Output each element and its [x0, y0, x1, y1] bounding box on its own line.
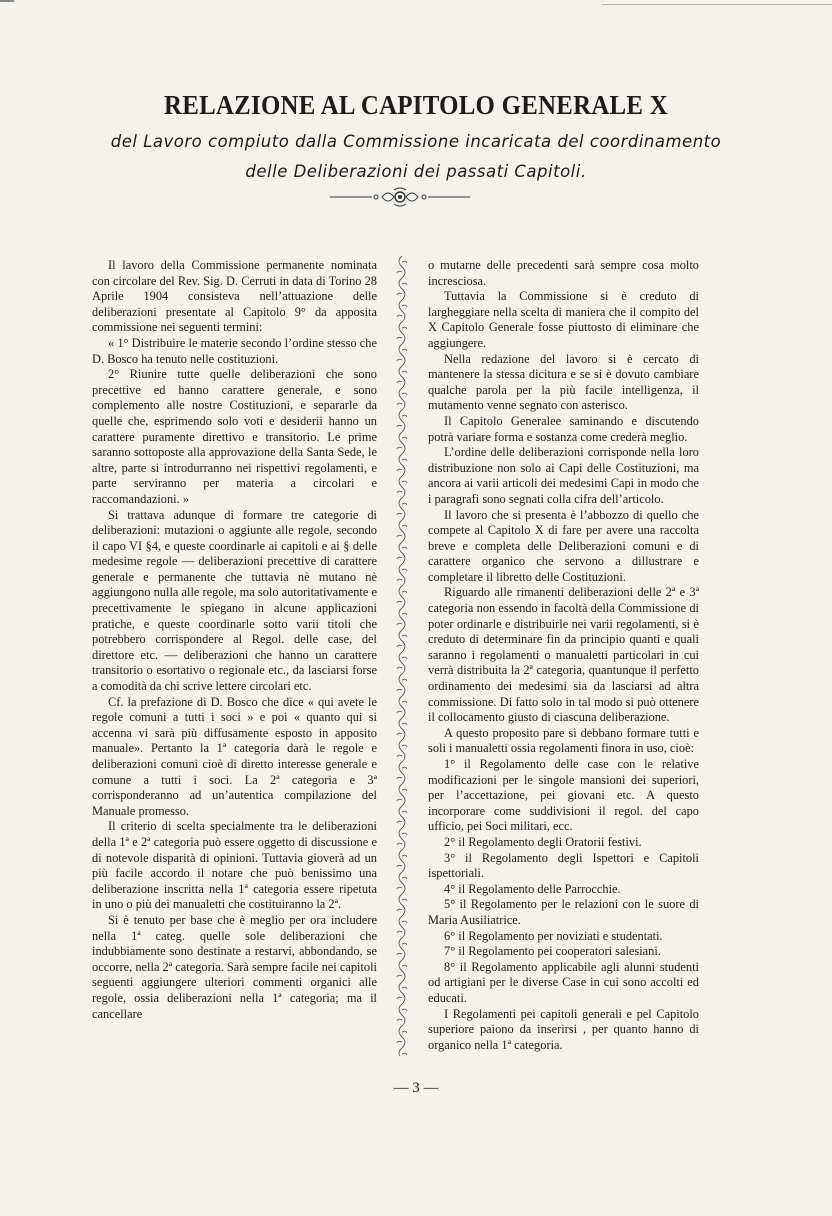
list-item: 3° il Regolamento degli Ispettori e Capitoli ispettoriali.	[428, 850, 699, 881]
list-item: 4° il Regolamento delle Parrocchie.	[444, 881, 621, 896]
paragraph: Tuttavia la Commissione si è creduto di largheggiare nella scelta di maniera che il compito del X Capitolo Generale fosse piuttosto di eliminare che aggiungere.	[428, 289, 699, 350]
column-divider-ornament-icon	[393, 256, 411, 1056]
paragraph: Riguardo alle rimanenti deliberazioni delle 2ª e 3ª categoria non essendo in facoltà della Commissione di poter ordinarle e distribuirle nei varii regolamenti, si è creduto di determinare fin da principio quanti e quali saranno i regolamenti o manualetti particolari in cui verrà distribuita la 2ª categoria, quantunque il perfetto ordinamento dei medesimi sia da lasciarsi ad altra commissione. Di fatto solo in tal modo si può ottenere il collocamento giusto di ciascuna deliberazione.	[428, 585, 699, 725]
paragraph: Si è tenuto per base che è meglio per ora includere nella 1ª categ. quelle sole deliberazioni che indubbiamente sono destinate a restarvi, abbondando, se occorre, nella 2ª categoria. Sarà sempre facile nei capitoli seguenti aggiungere ulteriori commenti organici alle regole, ossia deliberazioni nella 1ª categoria; ma il cancellare	[92, 912, 377, 1021]
list-item: 1° il Regolamento delle case con le relative modificazioni per le singole mansioni dei superiori, per l’accettazione, pei giovani etc. A questo incorporare come suddivisioni il regol. del capo ufficio, pei Soci militari, ecc.	[428, 757, 699, 834]
paragraph: I Regolamenti pei capitoli generali e pel Capitolo superiore paiono da inserirsi , per quanto hanno di organico nella 1ª categoria.	[428, 1006, 699, 1052]
paragraph: Nella redazione del lavoro si è cercato di mantenere la stessa dicitura e se si è dovuto cambiare qualche parola per la più facile intelligenza, il mutamento venne segnato con asterisco.	[428, 351, 699, 413]
subtitle-line-2: delle Deliberazioni dei passati Capitoli.	[245, 162, 587, 181]
scan-edge-mark	[0, 0, 14, 2]
paragraph: Il Capitolo Generalee saminando e discutendo potrà variare forma e sostanza come crederà meglio.	[428, 413, 699, 444]
list-item: 2° il Regolamento degli Oratorii festivi.	[444, 834, 642, 849]
paragraph: o mutarne delle precedenti sarà sempre cosa molto incresciosa.	[428, 258, 699, 288]
list-item: 7° il Regolamento pei cooperatori salesiani.	[444, 944, 661, 959]
paragraph: 2° Riunire tutte quelle deliberazioni che sono precettive ed hanno carattere generale, e sono complemento alle nostre Costituzioni, e separarle da quelle che, esprimendo solo voti e desiderii hanno un carattere puramente direttivo e transitorio. Le prime saranno sottoposte alla approvazione della Santa Sede, le altre, parte si introdurranno nei rispettivi regolamenti, e parte serviranno per materia a circolari e raccomandazioni. »	[92, 367, 377, 506]
paragraph: Cf. la prefazione di D. Bosco che dice « qui avete le regole comuni a tutti i soci » e poi « quanto qui si accenna vi sarà più diffusamente esposto in apposito manuale». Pertanto la 1ª categoria darà le regole e deliberazioni comuni cioè di diretto interesse generale e comune a tutti i soci. La 2ª categoria e 3ª corrisponderanno ad un’autentica compilazione del Manuale promesso.	[92, 694, 377, 818]
list-item: 5° il Regolamento per le relazioni con le suore di Maria Ausiliatrice.	[428, 897, 699, 927]
paragraph: Il criterio di scelta specialmente tra le deliberazioni della 1ª e 2ª categoria può essere oggetto di discussione e di notevole disparità di opinioni. Tuttavia gioverà ad un più facile accordo il notare che può benissimo una deliberazione inscritta nella 1ª categoria essere ripetuta in uno o più dei manualetti che costituiranno la 2ª.	[92, 819, 377, 912]
page-number: — 3 —	[393, 1080, 439, 1096]
paragraph: Il lavoro che si presenta è l’abbozzo di quello che compete al Capitolo X di fare per avere una raccolta breve e completa delle Deliberazioni comuni e di carattere organico che servono a dillustrare e completare il libretto delle Costituzioni.	[428, 507, 699, 584]
paragraph: Il lavoro della Commissione permanente nominata con circolare del Rev. Sig. D. Cerruti in data di Torino 28 Aprile 1904 consisteva nell’attuazione delle deliberazioni presentate al Capitolo 9° da apposita commissione nei seguenti termini:	[92, 258, 377, 335]
right-column	[428, 258, 699, 1053]
page-title: RELAZIONE AL CAPITOLO GENERALE X	[164, 90, 668, 120]
ornament-divider-icon	[330, 186, 470, 208]
paragraph: « 1° Distribuire le materie secondo l’ordine stesso che D. Bosco ha tenuto nelle costituzioni.	[92, 335, 377, 366]
list-item: 8° il Regolamento applicabile agli alunni studenti od artigiani per le diverse Case in cui sono accolti ed educati.	[428, 959, 699, 1005]
paragraph: L’ordine delle deliberazioni corrisponde nella loro distribuzione non solo ai Capi delle Costituzioni, ma ancora ai varii articoli dei medesimi Capi in modo che i paragrafi sono segnati colla cifra dell’articolo.	[428, 445, 699, 506]
subtitle-line-1: del Lavoro compiuto dalla Commissione incaricata del coordinamento	[110, 132, 722, 151]
list-item: 6° il Regolamento per noviziati e studentati.	[444, 928, 663, 943]
left-column	[92, 258, 377, 1022]
paragraph: A questo proposito pare si debbano formare tutti e soli i manualetti ossia regolamenti finora in uso, cioè:	[428, 725, 699, 756]
scan-edge-mark	[602, 4, 832, 5]
paragraph: Si trattava adunque di formare tre categorie di deliberazioni: mutazioni o aggiunte alle regole, secondo il capo VI §4, e queste coordinarle ai capitoli e ai § delle medesime regole — deliberazioni precettive di carattere generale e permanente che tuttavia nè mutano nè aggiungono nulla alle regole, ma solo autoritativamente e precettivamente le spiegano in alcune applicazioni pratiche, e queste coordinarle sotto varii titoli che potrebbero corrispondere al Regol. delle case, del direttore etc. — deliberazioni che hanno un carattere transitorio o esortativo o regionale etc., da lasciarsi forse a comodità da chi scrive lettere circolari etc.	[92, 507, 377, 694]
